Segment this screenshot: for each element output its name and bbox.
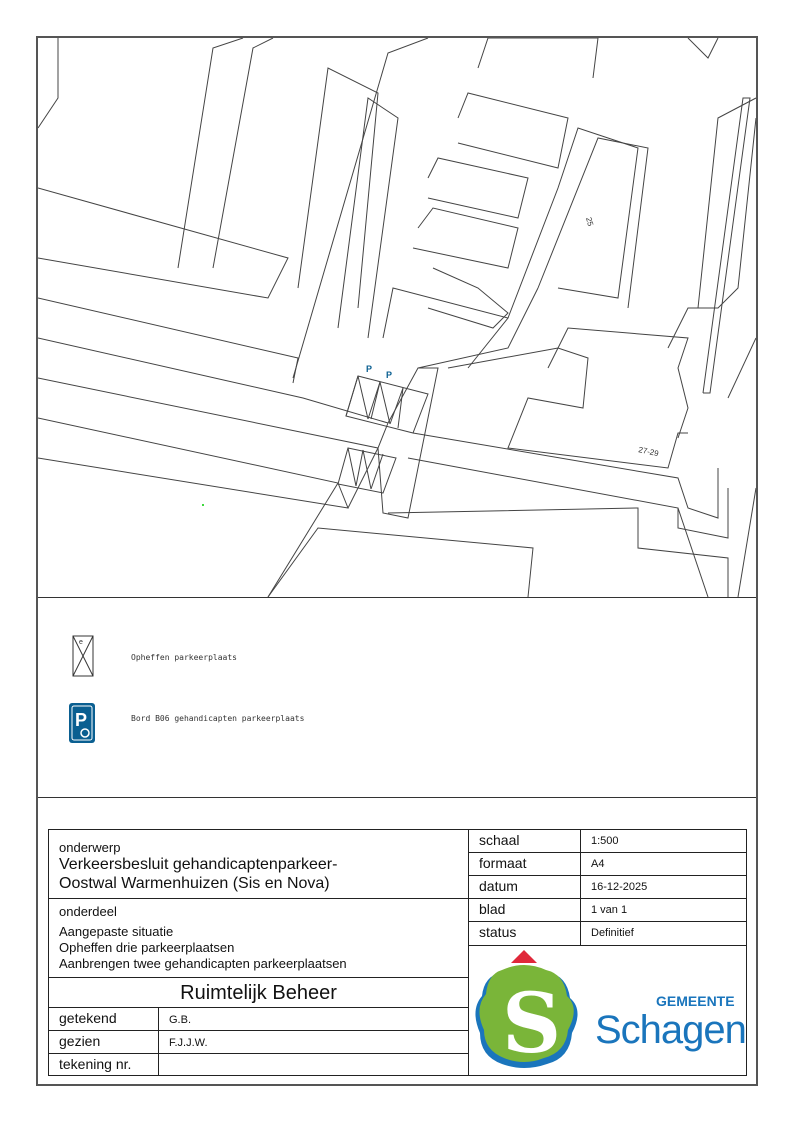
map-legend-divider (38, 597, 756, 598)
schaal-value: 1:500 (580, 829, 747, 853)
house-number-label: 27-29 (637, 445, 660, 459)
onderdeel-label: onderdeel (59, 904, 117, 919)
datum-label: datum (468, 875, 581, 899)
logo-text-gemeente: GEMEENTE (656, 993, 735, 1009)
gezien-label: gezien (48, 1030, 159, 1054)
department-name: Ruimtelijk Beheer (48, 977, 469, 1008)
removed-parking-icon (72, 635, 94, 677)
formaat-value: A4 (580, 852, 747, 876)
legend-titleblock-divider (38, 797, 756, 798)
parking-sign-marker: P (366, 364, 373, 374)
datum-value: 16-12-2025 (580, 875, 747, 899)
parking-sign-marker: P (386, 370, 393, 380)
status-value: Definitief (580, 921, 747, 946)
svg-text:S: S (502, 976, 562, 1072)
formaat-label: formaat (468, 852, 581, 876)
schaal-label: schaal (468, 829, 581, 853)
blad-label: blad (468, 898, 581, 922)
status-label: status (468, 921, 581, 946)
onderwerp-line: Verkeersbesluit gehandicaptenparkeer- (59, 856, 338, 873)
onderdeel-line: Aanbrengen twee gehandicapten parkeerplaatsen (59, 956, 347, 971)
getekend-value: G.B. (158, 1007, 469, 1031)
tekening-label: tekening nr. (48, 1053, 159, 1076)
gezien-value: F.J.J.W. (158, 1030, 469, 1054)
getekend-label: getekend (48, 1007, 159, 1031)
svg-text:P: P (75, 710, 88, 730)
legend-label: Opheffen parkeerplaats (131, 653, 237, 662)
blad-value: 1 van 1 (580, 898, 747, 922)
onderdeel-line: Aangepaste situatie (59, 924, 174, 939)
onderdeel-cell (48, 898, 469, 978)
onderwerp-label: onderwerp (59, 840, 121, 855)
onderdeel-line: Opheffen drie parkeerplaatsen (59, 940, 235, 955)
logo-text-schagen: Schagen (595, 1008, 746, 1052)
tekening-value (158, 1053, 469, 1076)
svg-text:e: e (79, 639, 83, 646)
disabled-parking-sign-icon (68, 702, 96, 744)
legend-label: Bord B06 gehandicapten parkeerplaats (131, 714, 305, 723)
schagen-logo-emblem (472, 948, 587, 1073)
onderwerp-cell (48, 829, 469, 899)
house-number-label: 25 (584, 216, 596, 228)
onderwerp-line: Oostwal Warmenhuizen (Sis en Nova) (59, 875, 330, 892)
site-map (38, 38, 756, 597)
